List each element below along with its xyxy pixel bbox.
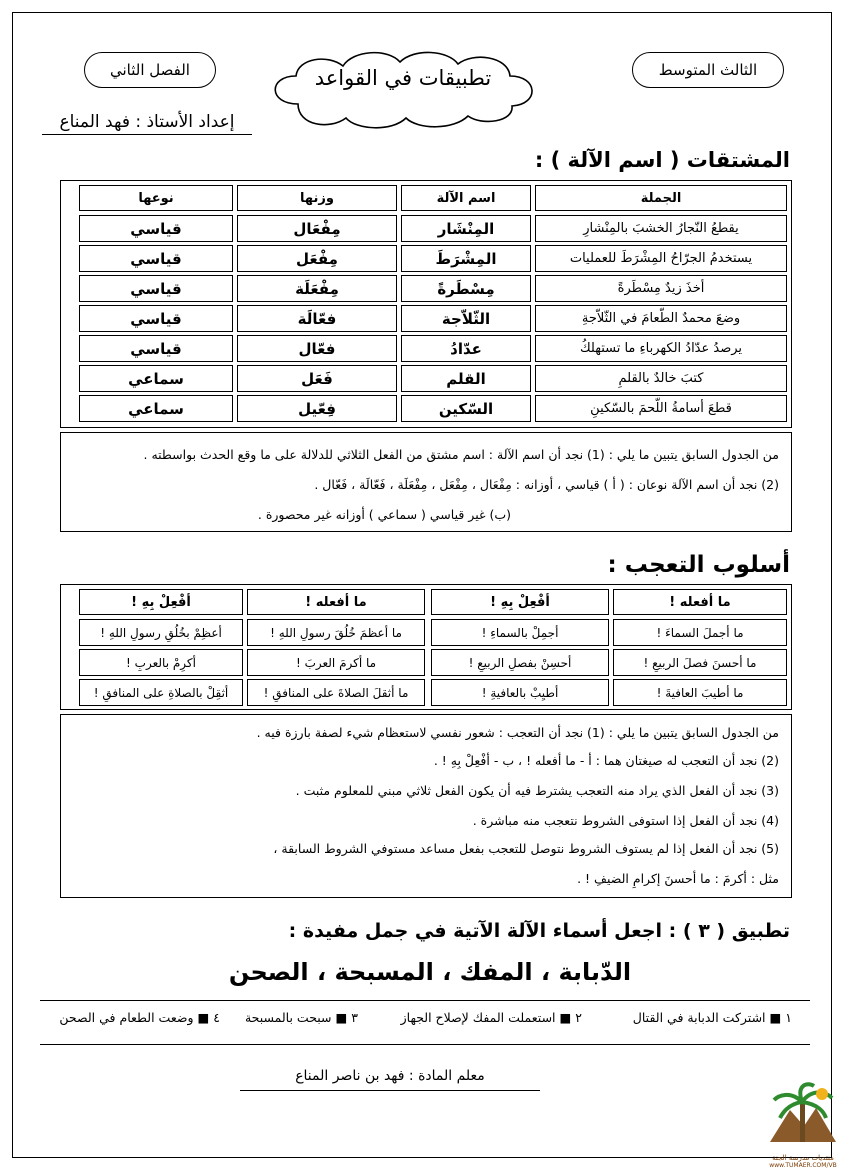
answer-1: ١ ■ اشتركت الدبابة في القتال <box>632 1010 792 1025</box>
note: مثل : أكرمَ : ما أحسنَ إكرامِ الضيفِ ! . <box>577 871 779 886</box>
note: (ب) غير قياسي ( سماعي ) أوزانه غير محصورة . <box>257 507 511 522</box>
table-cell: أجمِلْ بالسماءِ ! <box>431 619 609 646</box>
section1-notes <box>60 432 792 532</box>
cell-tool-noun: السّكين <box>401 395 531 422</box>
cell-type: قياسي <box>79 215 233 242</box>
cell-sentence: يرصدُ عدّادُ الكهرباءِ ما تستهلكُ <box>535 335 787 362</box>
section1-heading: المشتقات ( اسم الآلة ) : <box>534 148 790 172</box>
cell-sentence: كتبَ خالدٌ بالقلمِ <box>535 365 787 392</box>
cell-sentence: يستخدمُ الجرّاحُ المِشْرَطَ للعمليات <box>535 245 787 272</box>
table-cell: ما أجملَ السماءَ ! <box>613 619 787 646</box>
palm-tree-icon <box>760 1080 846 1150</box>
exclamation-table <box>60 584 792 710</box>
note: من الجدول السابق يتبين ما يلي : (1) نجد أن اسم الآلة : اسم مشتق من الفعل الثلاثي للدلالة على ما وقع الحدث بواسطته . <box>143 447 779 462</box>
cell-pattern: فعّالَة <box>237 305 397 332</box>
section2-notes <box>60 714 792 898</box>
table-cell: ما أطيبَ العافيةَ ! <box>613 679 787 706</box>
col-header: ما أفعله ! <box>247 589 425 615</box>
teacher-signature: معلم المادة : فهد بن ناصر المناع <box>295 1068 485 1084</box>
semester-label: الفصل الثاني <box>84 52 216 88</box>
divider <box>40 1044 810 1045</box>
section2-heading: أسلوب التعجب : <box>607 552 790 578</box>
table-cell: أعظِمْ بخُلُقِ رسولِ اللهِ ! <box>79 619 243 646</box>
cell-tool-noun: المِشْرَطَ <box>401 245 531 272</box>
cell-pattern: فِعّيل <box>237 395 397 422</box>
cell-type: قياسي <box>79 335 233 362</box>
cell-tool-noun: القلم <box>401 365 531 392</box>
exercise-words: الدّبابة ، المفك ، المسبحة ، الصحن <box>228 958 632 986</box>
answer-4: ٤ ■ وضعت الطعام في الصحن <box>59 1010 220 1025</box>
tool-noun-table <box>60 180 792 428</box>
note: (5) نجد أن الفعل إذا لم يستوف الشروط نتوصل للتعجب بفعل مساعد مستوفي الشروط السابقة ، <box>273 841 779 856</box>
cell-sentence: أخذَ زيدٌ مِسْطَرةً <box>535 275 787 302</box>
table-cell: ما أحسنَ فصلَ الربيعِ ! <box>613 649 787 676</box>
cell-sentence: وضعَ محمدٌ الطّعامَ في الثّلاّجةِ <box>535 305 787 332</box>
cell-type: قياسي <box>79 275 233 302</box>
col-header-type: نوعها <box>79 185 233 211</box>
note: (2) نجد أن التعجب له صيغتان هما : أ - ما أفعله ! ، ب - أفْعِلْ بِهِ ! . <box>433 753 779 768</box>
table-cell: أحسِنْ بفصلِ الربيعِ ! <box>431 649 609 676</box>
cell-type: قياسي <box>79 245 233 272</box>
cell-pattern: مِفْعَل <box>237 245 397 272</box>
forum-logo <box>760 1080 846 1169</box>
note: من الجدول السابق يتبين ما يلي : (1) نجد أن التعجب : شعور نفسي لاستعظام شيء لصفة بارزة فيه . <box>256 725 779 740</box>
col-header: ما أفعله ! <box>613 589 787 615</box>
cell-tool-noun: الثّلاّجة <box>401 305 531 332</box>
grade-label: الثالث المتوسط <box>632 52 784 88</box>
cell-pattern: فَعَل <box>237 365 397 392</box>
cell-type: سماعي <box>79 395 233 422</box>
answer-3: ٣ ■ سبحت بالمسبحة <box>244 1010 358 1025</box>
table-cell: أطيِبْ بالعافيةِ ! <box>431 679 609 706</box>
col-header-sentence: الجملة <box>535 185 787 211</box>
cell-tool-noun: المِنْشَار <box>401 215 531 242</box>
col-header: أفْعِلْ بِهِ ! <box>79 589 243 615</box>
logo-text: منتديات مدرسة الجنة <box>772 1154 834 1162</box>
cell-sentence: قطعَ أسامةُ اللّحمَ بالسّكينِ <box>535 395 787 422</box>
page-title: تطبيقات في القواعد <box>314 66 492 90</box>
cell-type: سماعي <box>79 365 233 392</box>
cell-pattern: مِفْعَلَة <box>237 275 397 302</box>
cell-tool-noun: عدّادُ <box>401 335 531 362</box>
table-cell: ما أثقلَ الصلاةَ على المنافقِ ! <box>247 679 425 706</box>
col-header-tool-noun: اسم الآلة <box>401 185 531 211</box>
cell-sentence: يقطعُ النّجارُ الخشبَ بالمِنْشارِ <box>535 215 787 242</box>
table-cell: أكرِمْ بالعربِ ! <box>79 649 243 676</box>
table-cell: أثقِلْ بالصلاةِ على المنافقِ ! <box>79 679 243 706</box>
note: (4) نجد أن الفعل إذا استوفى الشروط نتعجب منه مباشرة . <box>472 813 779 828</box>
cell-tool-noun: مِسْطَرةً <box>401 275 531 302</box>
signature-line <box>240 1090 540 1091</box>
cell-pattern: فعّال <box>237 335 397 362</box>
exercise-title: تطبيق ( ٣ ) : اجعل أسماء الآلة الآتية في جمل مفيدة : <box>288 920 790 942</box>
table-cell: ما أعظمَ خُلُقَ رسولِ اللهِ ! <box>247 619 425 646</box>
table-cell: ما أكرمَ العربَ ! <box>247 649 425 676</box>
logo-url: www.TUMAER.COM/VB <box>769 1162 837 1169</box>
note: (3) نجد أن الفعل الذي يراد منه التعجب يشترط فيه أن يكون الفعل ثلاثي مبني للمعلوم مثبت . <box>295 783 779 798</box>
divider <box>40 1000 810 1001</box>
answer-2: ٢ ■ استعملت المفك لإصلاح الجهاز <box>400 1010 582 1025</box>
col-header: أفْعِلْ بِهِ ! <box>431 589 609 615</box>
note: (2) نجد أن اسم الآلة نوعان : ( أ ) قياسي ، أوزانه : مِفْعَال ، مِفْعَل ، مِفْعَلَة ، فَعّالَة ، فَعّال . <box>314 477 779 492</box>
prepared-by: إعداد الأستاذ : فهد المناع <box>42 112 252 135</box>
col-header-pattern: وزنها <box>237 185 397 211</box>
cell-type: قياسي <box>79 305 233 332</box>
cell-pattern: مِفْعَال <box>237 215 397 242</box>
